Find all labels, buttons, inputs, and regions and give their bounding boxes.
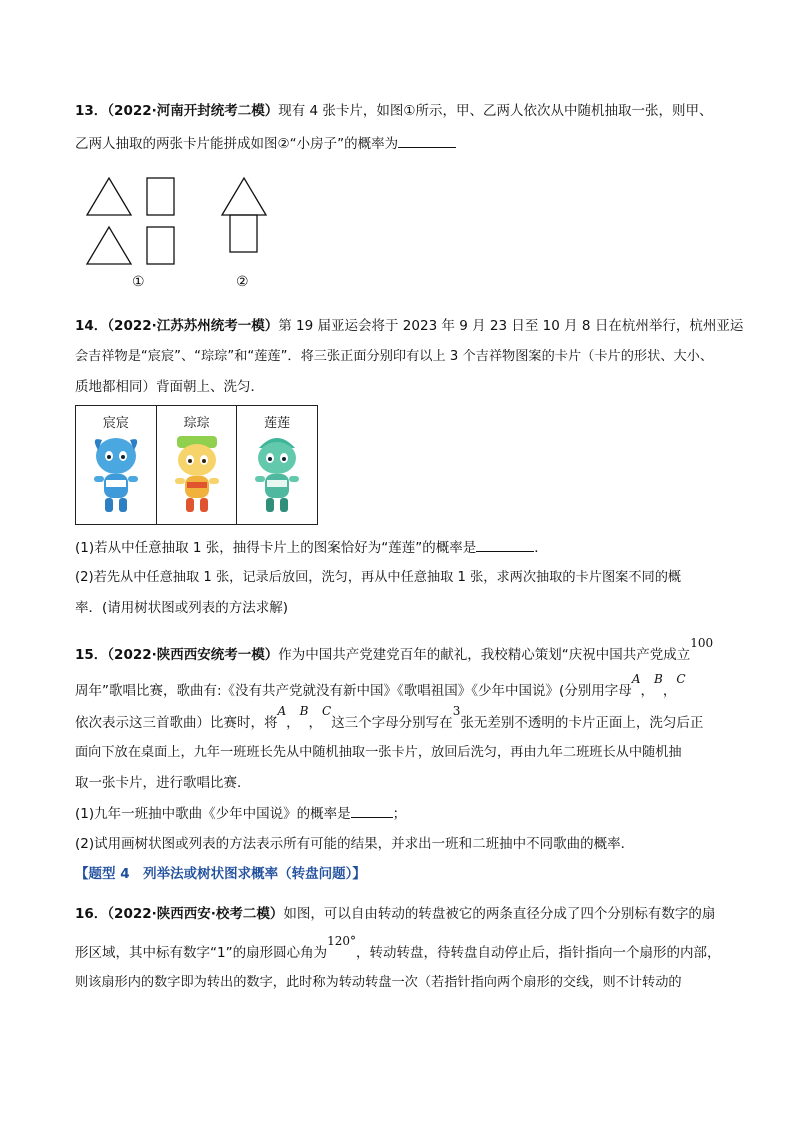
- q16-line-2: 形区域，其中标有数字“1”的扇形圆心角为120°，转动转盘，待转盘自动停止后，指针指向一个扇形的内部，: [75, 934, 721, 961]
- figure-label-2: ②: [236, 274, 249, 290]
- triangle-card-1: [87, 178, 131, 215]
- q15-source: （2022·陕西西安统考一模）: [107, 647, 279, 663]
- number-3: 3: [452, 704, 461, 718]
- mascot-cell-chenchen: [76, 406, 157, 524]
- q16-line-1: 16．（2022·陕西西安·校考二模）如图，可以自由转动的转盘被它的两条直径分成了四个分别标有数字的扇: [75, 906, 716, 922]
- q15-line-1: 15．（2022·陕西西安统考一模）作为中国共产党建党百年的献礼，我校精心策划“庆祝中国共产党成立100: [75, 636, 714, 663]
- mascot-table: [75, 405, 318, 525]
- q14-part-2-line-2: 率．(请用树状图或列表的方法求解): [75, 600, 289, 616]
- number-100: 100: [690, 636, 714, 650]
- q15-number: 15．: [75, 647, 108, 663]
- q15-line-5: 取一张卡片，进行歌唱比赛．: [75, 775, 251, 791]
- square-card-2: [147, 227, 174, 264]
- mascot-name: 莲莲: [264, 416, 291, 431]
- mascot-lianlian-image: [249, 432, 305, 520]
- house-roof: [222, 178, 266, 215]
- q16-number: 16．: [75, 906, 108, 922]
- q13-source: （2022·河南开封统考二模）: [107, 103, 279, 119]
- mascot-name: 宸宸: [102, 416, 129, 431]
- q16-line-3: 则该扇形内的数字即为转出的数字，此时称为转动转盘一次（若指针指向两个扇形的交线，则不计转动的: [75, 975, 682, 990]
- q15-part-2: (2)试用画树状图或列表的方法表示所有可能的结果，并求出一班和二班抽中不同歌曲的概率．: [75, 836, 635, 852]
- mascot-name: 琮琮: [183, 416, 210, 431]
- square-card-1: [147, 178, 174, 215]
- mascot-chenchen-image: [88, 432, 144, 520]
- letter-c: C: [676, 672, 686, 686]
- q14-source: （2022·江苏苏州统考一模）: [107, 318, 279, 334]
- q13-number: 13．: [75, 103, 108, 119]
- answer-blank: [351, 803, 393, 818]
- mascot-cell-lianlian: [237, 406, 317, 524]
- section-heading-type-4: 【题型 4 列举法或树状图求概率（转盘问题）】: [75, 866, 366, 882]
- q14-line-1: 14．（2022·江苏苏州统考一模）第 19 届亚运会将于 2023 年 9 月 23 日至 10 月 8 日在杭州举行，杭州亚运: [75, 318, 744, 334]
- q14-line-3: 质地都相同）背面朝上、洗匀．: [75, 379, 264, 395]
- q13-line-1: 13．（2022·河南开封统考二模）现有 4 张卡片，如图①所示，甲、乙两人依次从中随机抽取一张，则甲、: [75, 103, 713, 119]
- angle-120: 120°: [327, 934, 356, 948]
- q14-part-1: (1)若从中任意抽取 1 张，抽得卡片上的图案恰好为“莲莲”的概率是 ．: [75, 537, 725, 558]
- q14-line-2: 会吉祥物是“宸宸”、“琮琮”和“莲莲”．将三张正面分别印有以上 3 个吉祥物图案的卡片（卡片的形状、大小、: [75, 349, 714, 364]
- mascot-cell-congcong: [157, 406, 238, 524]
- triangle-card-2: [87, 227, 131, 264]
- q13-figure: [80, 172, 280, 297]
- q13-line-2: 乙两人抽取的两张卡片能拼成如图②“小房子”的概率为: [75, 133, 725, 154]
- house-body: [230, 215, 257, 252]
- figure-label-1: ①: [132, 274, 145, 290]
- letter-a: A: [631, 672, 641, 686]
- q15-part-1: (1)九年一班抽中歌曲《少年中国说》的概率是 ；: [75, 803, 725, 824]
- q15-line-4: 面向下放在桌面上，九年一班班长先从中随机抽取一张卡片，放回后洗匀，再由九年二班班长从中随机抽: [75, 745, 682, 760]
- q14-number: 14．: [75, 318, 108, 334]
- q15-line-3: 依次表示这三首歌曲）比赛时，将A，B，C这三个字母分别写在3张无差别不透明的卡片正面上，洗匀后正: [75, 704, 704, 731]
- q15-line-2: 周年”歌唱比赛，歌曲有:《没有共产党就没有新中国》《歌唱祖国》《少年中国说》(分别用字母A，B，C: [75, 672, 686, 699]
- mascot-congcong-image: [169, 432, 225, 520]
- q16-source: （2022·陕西西安·校考二模）: [107, 906, 284, 922]
- answer-blank: [476, 537, 534, 552]
- answer-blank: [398, 133, 456, 148]
- letter-b: B: [653, 672, 663, 686]
- q14-part-2-line-1: (2)若先从中任意抽取 1 张，记录后放回，洗匀，再从中任意抽取 1 张，求两次抽取的卡片图案不同的概: [75, 570, 682, 585]
